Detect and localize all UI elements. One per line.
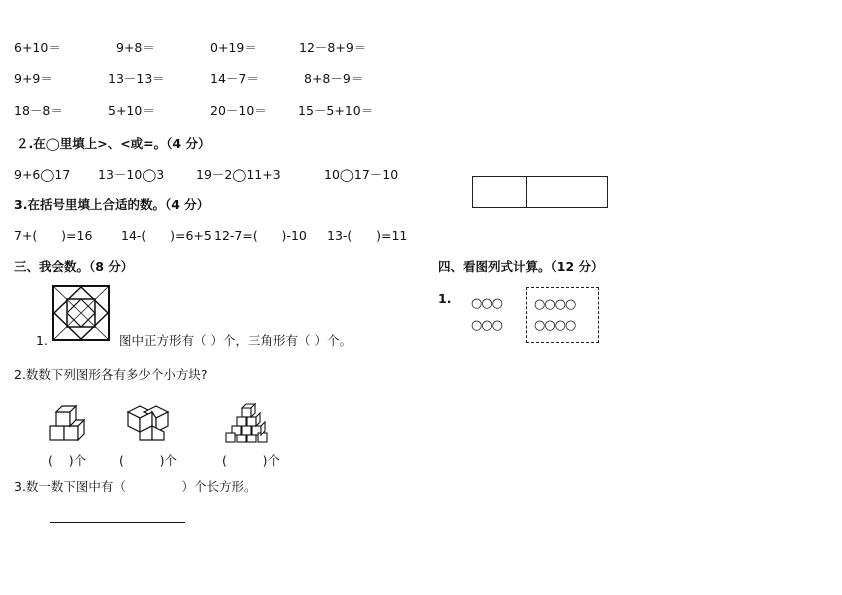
cube-figure-2	[124, 404, 172, 444]
q2-item-2: 13－10◯3	[98, 167, 165, 182]
arith-3-4: 15－5+10＝	[298, 103, 374, 118]
part3-title: 三、我会数。（8 分）	[14, 259, 134, 274]
answer-box-divider	[526, 177, 527, 207]
rectangle-count-line	[50, 522, 185, 523]
right-circles-row-2: ○○○○	[534, 318, 576, 333]
arith-3-1: 18－8＝	[14, 103, 63, 118]
cube-figure-1	[46, 402, 92, 444]
arith-1-1: 6+10＝	[14, 40, 61, 55]
arith-2-4: 8+8－9＝	[304, 71, 364, 86]
dashed-circle-box	[526, 287, 599, 343]
part3-q1-text: 图中正方形有（ ）个，三角形有（ ）个。	[119, 333, 352, 348]
q3-item-1: 7+( )=16	[14, 228, 93, 243]
arith-3-2: 5+10＝	[108, 103, 155, 118]
q2-item-4: 10◯17－10	[324, 167, 399, 182]
q3-item-4: 13-( )=11	[327, 228, 408, 243]
arith-2-1: 9+9＝	[14, 71, 53, 86]
part3-q1-num: 1.	[36, 333, 48, 348]
part3-q3-text: 3.数一数下图中有（ ）个长方形。	[14, 479, 257, 494]
q3-title: 3.在括号里填上合适的数。（4 分）	[14, 197, 210, 212]
arith-2-2: 13－13＝	[108, 71, 165, 86]
arith-1-2: 9+8＝	[116, 40, 155, 55]
part4-title: 四、看图列式计算。（12 分）	[438, 259, 604, 274]
answer-box	[472, 176, 608, 208]
squares-triangles-figure	[50, 283, 114, 343]
part3-q2-text: 2.数数下列图形各有多少个小方块?	[14, 367, 208, 382]
q3-item-3: 12-7=( )-10	[214, 228, 307, 243]
left-circles-row-2: ○○○	[471, 318, 503, 333]
q3-item-2: 14-( )=6+5	[121, 228, 212, 243]
arith-2-3: 14－7＝	[210, 71, 259, 86]
q2-item-3: 19－2◯11+3	[196, 167, 281, 182]
cube-answer-2: ( )个	[119, 453, 178, 468]
arith-1-3: 0+19＝	[210, 40, 257, 55]
left-circles-row-1: ○○○	[471, 296, 503, 311]
q2-title: ２.在◯里填上>、<或=。（4 分）	[16, 136, 211, 151]
cube-answer-1: ( )个	[48, 453, 87, 468]
part4-q1-num: 1.	[438, 291, 452, 306]
q2-item-1: 9+6◯17	[14, 167, 71, 182]
right-circles-row-1: ○○○○	[534, 297, 576, 312]
arith-3-3: 20－10＝	[210, 103, 267, 118]
cube-figure-3	[220, 402, 276, 444]
cube-answer-3: ( )个	[222, 453, 281, 468]
arith-1-4: 12－8+9＝	[299, 40, 367, 55]
